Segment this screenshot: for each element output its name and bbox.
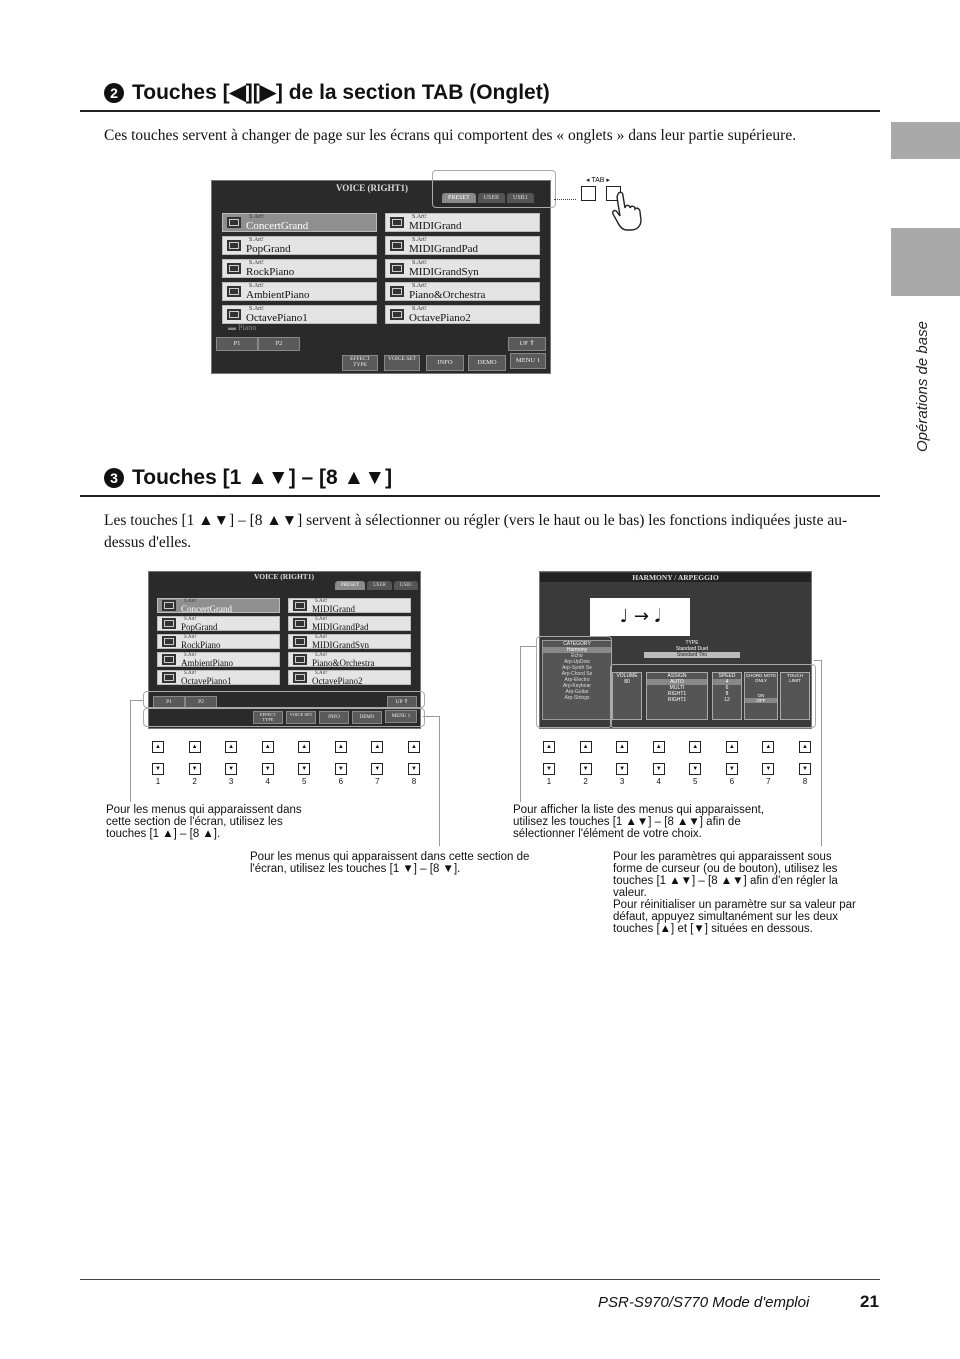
tab-keys-label: ◂ TAB ▸ xyxy=(586,177,610,184)
voice-item[interactable]: S.Art! MIDIGrandSyn xyxy=(385,259,540,278)
piano-icon xyxy=(162,672,176,683)
piano-icon xyxy=(162,600,176,611)
connector-line xyxy=(130,700,131,802)
footer-manual-title: PSR-S970/S770 Mode d'emploi xyxy=(598,1294,810,1311)
up-key[interactable]: ▲ xyxy=(298,741,310,753)
down-key[interactable]: ▼ xyxy=(689,763,701,775)
caption-right-top: Pour afficher la liste des menus qui apparaissent, utilisez les touches [1 ▲▼] – [8 ▲▼] afin de sélectionner l'élément de votre choix. xyxy=(513,804,765,840)
voice-item[interactable]: S.Art! MIDIGrandPad xyxy=(385,236,540,255)
tab-left-key[interactable] xyxy=(581,186,596,201)
speed-list[interactable]: SPEED 4 6 8 12 xyxy=(712,672,742,720)
tab-highlight xyxy=(432,170,556,208)
chord-note-only-button[interactable]: CHORD NOTE ONLY ON OFF xyxy=(744,672,778,720)
up-key[interactable]: ▲ xyxy=(335,741,347,753)
type-item[interactable]: Standard Duet xyxy=(675,646,709,652)
down-key[interactable]: ▼ xyxy=(262,763,274,775)
voice-item[interactable]: S.Art! RockPiano xyxy=(157,634,280,649)
page-p1-button[interactable]: P1 xyxy=(216,337,258,351)
pointing-hand-icon xyxy=(610,190,646,232)
down-key[interactable]: ▼ xyxy=(580,763,592,775)
section3-title: Touches [1 ▲▼] – [8 ▲▼] xyxy=(132,466,393,489)
down-key[interactable]: ▼ xyxy=(408,763,420,775)
up-button[interactable]: UP ⇑ xyxy=(387,696,417,708)
type-list[interactable] xyxy=(644,640,740,662)
up-button[interactable]: UP ⇑ xyxy=(508,337,546,351)
key-row-left: ▲ ▼ 1 ▲ ▼ 2 ▲ ▼ 3 ▲ ▼ 4 ▲ ▼ 5 ▲ ▼ 6 ▲ ▼ 7 ▲ ▼ 8 xyxy=(152,741,420,786)
voice-set-button[interactable]: VOICE SET xyxy=(286,711,316,724)
down-key[interactable]: ▼ xyxy=(298,763,310,775)
up-key[interactable]: ▲ xyxy=(580,741,592,753)
down-key[interactable]: ▼ xyxy=(189,763,201,775)
voice-item[interactable]: S.Art! MIDIGrandPad xyxy=(288,616,411,631)
voice-item[interactable]: S.Art! OctavePiano1 xyxy=(222,305,377,324)
folder-icon: ▬ xyxy=(228,323,238,332)
type-item[interactable]: Standard Trio xyxy=(644,652,740,658)
menu1-button[interactable]: MENU 1 xyxy=(510,353,546,369)
connector-line xyxy=(821,660,822,846)
category-item[interactable]: Arp-Chord Se xyxy=(561,671,593,677)
down-key[interactable]: ▼ xyxy=(225,763,237,775)
piano-icon xyxy=(390,309,404,320)
up-key[interactable]: ▲ xyxy=(371,741,383,753)
voice-screen-tabs[interactable] xyxy=(335,581,418,590)
category-label: CATEGORY xyxy=(563,641,591,647)
section2-rule xyxy=(80,110,880,112)
caption-left-top: Pour les menus qui apparaissent dans cette section de l'écran, utilisez les touches [1 ▲] – [8 ▲]. xyxy=(106,804,302,840)
category-highlight xyxy=(536,636,612,728)
category-item[interactable]: Harmony xyxy=(543,647,611,653)
caption-right-bottom-2: Pour réinitialiser un paramètre sur sa valeur par défaut, appuyez simultanément sur les deux touches [▲] et [▼] situées en dessous. xyxy=(613,899,856,935)
category-item[interactable]: Arp-Strings xyxy=(564,695,590,701)
voice-item[interactable]: S.Art! OctavePiano1 xyxy=(157,670,280,685)
section2-title: Touches [◀][▶] de la section TAB (Onglet) xyxy=(132,81,550,104)
note-icon: ♩ → 𝅘𝅥 xyxy=(619,606,661,627)
down-key[interactable]: ▼ xyxy=(371,763,383,775)
voice-screen-title: VOICE (RIGHT1) xyxy=(335,183,409,193)
piano-icon xyxy=(293,672,307,683)
down-key[interactable]: ▼ xyxy=(799,763,811,775)
info-button[interactable]: INFO xyxy=(319,711,349,724)
piano-icon xyxy=(227,217,241,228)
category-item[interactable]: Arp-Synth Se xyxy=(562,665,592,671)
piano-icon xyxy=(293,636,307,647)
voice-item[interactable]: S.Art! OctavePiano2 xyxy=(385,305,540,324)
caption-right-bottom-1: Pour les paramètres qui apparaissent sous forme de curseur (ou de bouton), utilisez les touches [1 ▲▼] – [8 ▲▼] afin d'en régler la valeur. xyxy=(613,851,838,899)
voice-item[interactable]: S.Art! PopGrand xyxy=(222,236,377,255)
up-key[interactable]: ▲ xyxy=(762,741,774,753)
side-label: Opérations de base xyxy=(914,321,931,452)
voice-item[interactable]: S.Art! AmbientPiano xyxy=(222,282,377,301)
key-row-right: ▲ ▼ 1 ▲ ▼ 2 ▲ ▼ 3 ▲ ▼ 4 ▲ ▼ 5 ▲ ▼ 6 ▲ ▼ 7 ▲ ▼ 8 xyxy=(543,741,811,786)
section2-text: Ces touches servent à changer de page sur les écrans qui comportent des « onglets » dans leur partie supérieure. xyxy=(104,127,797,144)
piano-icon xyxy=(227,240,241,251)
piano-icon xyxy=(390,263,404,274)
category-item[interactable]: Echo xyxy=(571,653,583,659)
up-key[interactable]: ▲ xyxy=(616,741,628,753)
voice-item[interactable]: S.Art! Piano&Orchestra xyxy=(288,652,411,667)
footer-rule xyxy=(80,1279,880,1280)
connector-line xyxy=(439,716,440,846)
up-key[interactable]: ▲ xyxy=(726,741,738,753)
up-key[interactable]: ▲ xyxy=(262,741,274,753)
voice-screen-title: VOICE (RIGHT1) xyxy=(253,572,315,581)
page-number: 21 xyxy=(860,1292,879,1311)
tab-leader-line xyxy=(554,199,576,200)
voice-set-button[interactable]: VOICE SET xyxy=(384,355,420,371)
section2-badge: 2 xyxy=(104,83,124,103)
tab-usb1[interactable]: USB1 xyxy=(507,193,534,203)
upper-row-highlight xyxy=(143,691,425,708)
category-item[interactable]: Arp-Keyboar xyxy=(562,683,592,689)
menu1-button[interactable]: MENU 1 xyxy=(385,710,417,723)
down-key[interactable]: ▼ xyxy=(726,763,738,775)
connector-line xyxy=(520,646,521,802)
piano-icon xyxy=(227,309,241,320)
voice-item[interactable]: S.Art! RockPiano xyxy=(222,259,377,278)
voice-item[interactable]: S.Art! ConcertGrand xyxy=(222,213,377,232)
voice-screen-large xyxy=(211,180,551,374)
voice-item[interactable]: S.Art! PopGrand xyxy=(157,616,280,631)
notation-panel xyxy=(590,598,690,636)
piano-icon xyxy=(227,286,241,297)
down-key[interactable]: ▼ xyxy=(616,763,628,775)
info-button[interactable]: INFO xyxy=(426,355,464,371)
type-label: TYPE xyxy=(685,640,699,646)
connector-line xyxy=(423,716,439,717)
voice-item[interactable]: S.Art! ConcertGrand xyxy=(157,598,280,613)
parameter-highlight xyxy=(610,664,816,728)
section3-rule xyxy=(80,495,880,497)
caption-left-bottom: Pour les menus qui apparaissent dans cette section de l'écran, utilisez les touches [1 ▼] – [8 ▼]. xyxy=(250,851,530,875)
page-p1-button[interactable]: P1 xyxy=(153,696,185,708)
piano-icon xyxy=(390,286,404,297)
tab-user[interactable]: USER xyxy=(478,193,505,203)
piano-icon xyxy=(293,654,307,665)
piano-icon xyxy=(162,654,176,665)
section3-text: Les touches [1 ▲▼] – [8 ▲▼] servent à sélectionner ou régler (vers le haut ou le bas) les fonctions indiquées juste au-dessus d'elles. xyxy=(104,512,848,551)
connector-line xyxy=(130,700,143,701)
piano-icon xyxy=(227,263,241,274)
down-key[interactable]: ▼ xyxy=(543,763,555,775)
touch-limit-slider[interactable]: TOUCH LIMIT xyxy=(780,672,810,720)
piano-icon xyxy=(162,618,176,629)
page-p2-button[interactable]: P2 xyxy=(258,337,300,351)
section3-badge: 3 xyxy=(104,468,124,488)
tab-preset[interactable]: PRESET xyxy=(335,581,365,590)
down-key[interactable]: ▼ xyxy=(762,763,774,775)
piano-icon xyxy=(293,600,307,611)
folder-label: ▬ Piano xyxy=(228,323,257,332)
side-tab-current xyxy=(891,228,960,296)
voice-item[interactable]: S.Art! Piano&Orchestra xyxy=(385,282,540,301)
category-item[interactable]: Arp-UpDow xyxy=(564,659,590,665)
voice-item[interactable]: S.Art! MIDIGrand xyxy=(385,213,540,232)
assign-list[interactable]: ASSIGN AUTO MULTI RIGHT1 RIGHT1 xyxy=(646,672,708,720)
voice-list xyxy=(157,598,411,685)
voice-item[interactable]: S.Art! AmbientPiano xyxy=(157,652,280,667)
piano-icon xyxy=(162,636,176,647)
piano-icon xyxy=(390,240,404,251)
effect-type-button[interactable]: EFFECT TYPE xyxy=(253,711,283,724)
tab-user[interactable]: USER xyxy=(367,581,392,590)
up-key[interactable]: ▲ xyxy=(689,741,701,753)
connector-line xyxy=(814,660,821,661)
lower-row-highlight xyxy=(143,708,425,727)
tab-preset[interactable]: PRESET xyxy=(442,193,476,203)
page-p2-button[interactable]: P2 xyxy=(185,696,217,708)
demo-button[interactable]: DEMO xyxy=(468,355,506,371)
voice-item[interactable]: S.Art! OctavePiano2 xyxy=(288,670,411,685)
category-item[interactable]: Arp-Guitar xyxy=(565,689,589,695)
tab-usb1[interactable]: USB1 xyxy=(394,581,418,590)
up-key[interactable]: ▲ xyxy=(799,741,811,753)
voice-list xyxy=(222,213,540,324)
category-item[interactable]: Arp-Electro xyxy=(564,677,590,683)
up-key[interactable]: ▲ xyxy=(408,741,420,753)
section3-heading xyxy=(104,466,392,490)
down-key[interactable]: ▼ xyxy=(653,763,665,775)
voice-item[interactable]: S.Art! MIDIGrandSyn xyxy=(288,634,411,649)
section2-heading xyxy=(104,80,550,105)
up-key[interactable]: ▲ xyxy=(152,741,164,753)
piano-icon xyxy=(293,618,307,629)
side-tab-upper xyxy=(891,122,960,159)
connector-line xyxy=(520,646,536,647)
voice-item[interactable]: S.Art! MIDIGrand xyxy=(288,598,411,613)
down-key[interactable]: ▼ xyxy=(152,763,164,775)
up-key[interactable]: ▲ xyxy=(189,741,201,753)
up-key[interactable]: ▲ xyxy=(225,741,237,753)
effect-type-button[interactable]: EFFECT TYPE xyxy=(342,355,378,371)
harmony-title: HARMONY / ARPEGGIO xyxy=(540,573,811,582)
volume-slider[interactable]: VOLUME 80 xyxy=(612,672,642,720)
piano-icon xyxy=(390,217,404,228)
demo-button[interactable]: DEMO xyxy=(352,711,382,724)
down-key[interactable]: ▼ xyxy=(335,763,347,775)
up-key[interactable]: ▲ xyxy=(543,741,555,753)
up-key[interactable]: ▲ xyxy=(653,741,665,753)
